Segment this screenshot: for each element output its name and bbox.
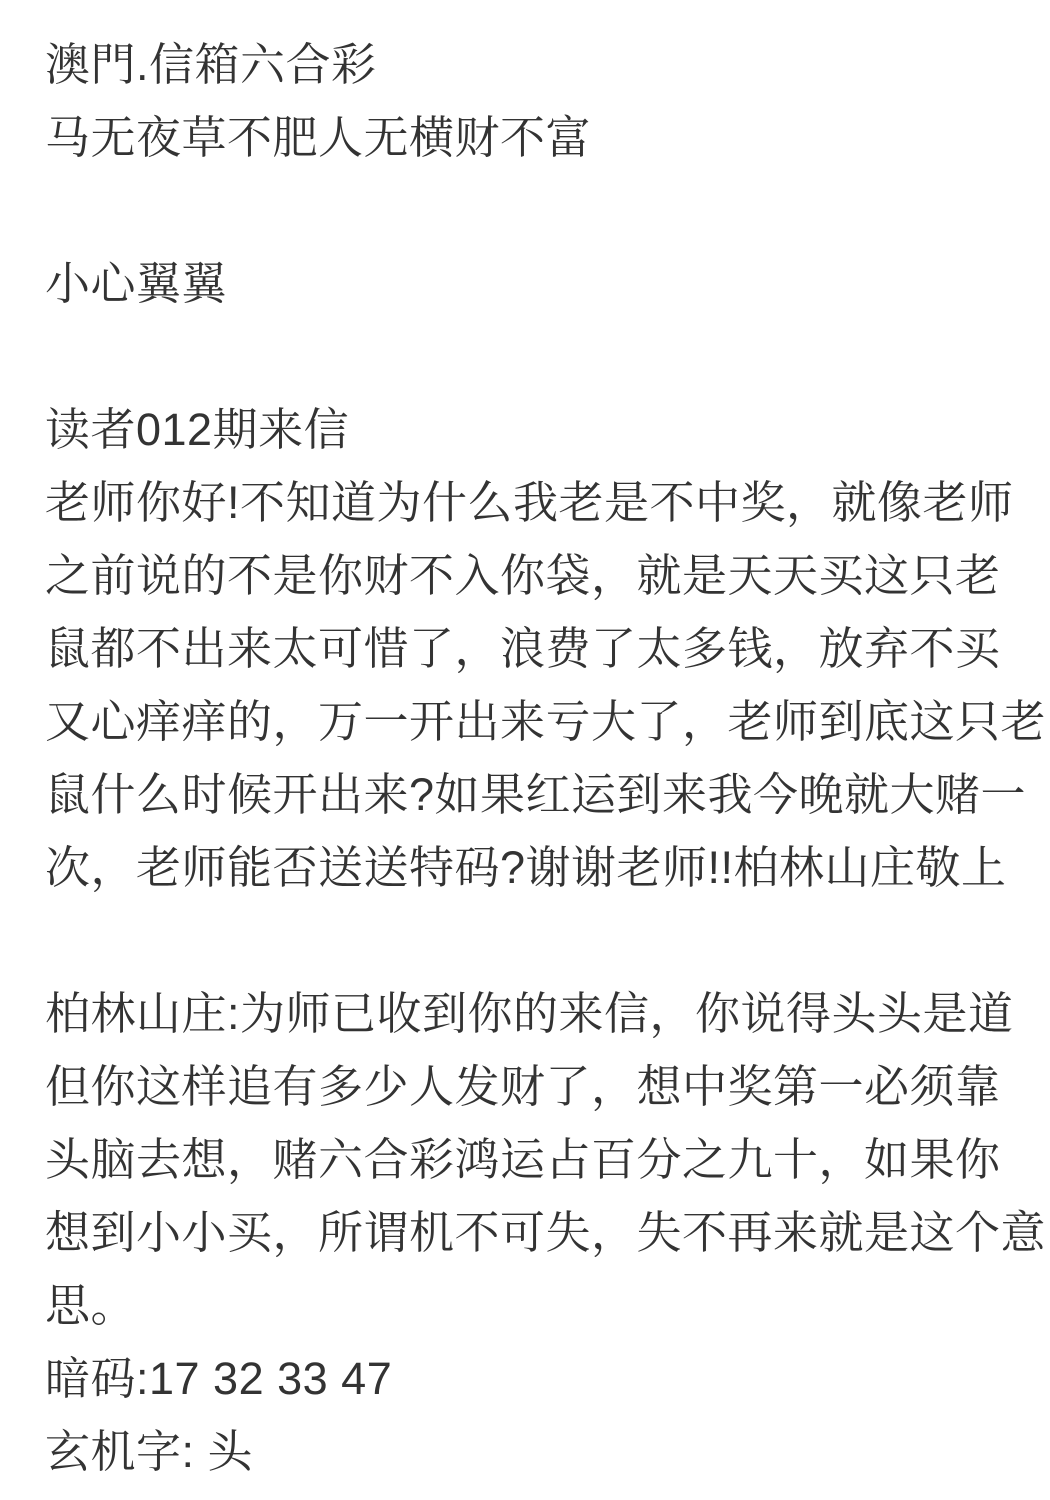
mystery-word-line: 玄机字: 头 — [45, 1426, 254, 1477]
reply-line: 但你这样追有多少人发财了，想中奖第一必须靠 — [45, 1061, 1001, 1112]
letter-title: 读者012期来信 — [45, 404, 350, 455]
letter-line: 老师你好!不知道为什么我老是不中奖，就像老师 — [45, 477, 1014, 528]
page-title: 澳門.信箱六合彩 — [45, 39, 377, 90]
blank-line — [45, 320, 1050, 393]
letter-line: 次，老师能否送送特码?谢谢老师!!柏林山庄敬上 — [45, 842, 1007, 893]
blank-line — [45, 904, 1050, 977]
letter-line: 又心痒痒的，万一开出来亏大了，老师到底这只老 — [45, 696, 1047, 747]
reply-line: 想到小小买，所谓机不可失，失不再来就是这个意 — [45, 1207, 1047, 1258]
reply-line: 柏林山庄:为师已收到你的来信，你说得头头是道 — [45, 988, 1014, 1039]
reply-line: 头脑去想，赌六合彩鸿运占百分之九十，如果你 — [45, 1134, 1001, 1185]
letter-line: 之前说的不是你财不入你袋，就是天天买这只老 — [45, 550, 1001, 601]
secret-code-line: 暗码:17 32 33 47 — [45, 1353, 393, 1404]
blank-line — [45, 174, 1050, 247]
reply-line: 思。 — [45, 1280, 137, 1331]
caution-line: 小心翼翼 — [45, 258, 228, 309]
letter-line: 鼠什么时候开出来?如果红运到来我今晚就大赌一 — [45, 769, 1027, 820]
letter-line: 鼠都不出来太可惜了，浪费了太多钱，放弃不买 — [45, 623, 1001, 674]
proverb-line: 马无夜草不肥人无横财不富 — [45, 112, 592, 163]
